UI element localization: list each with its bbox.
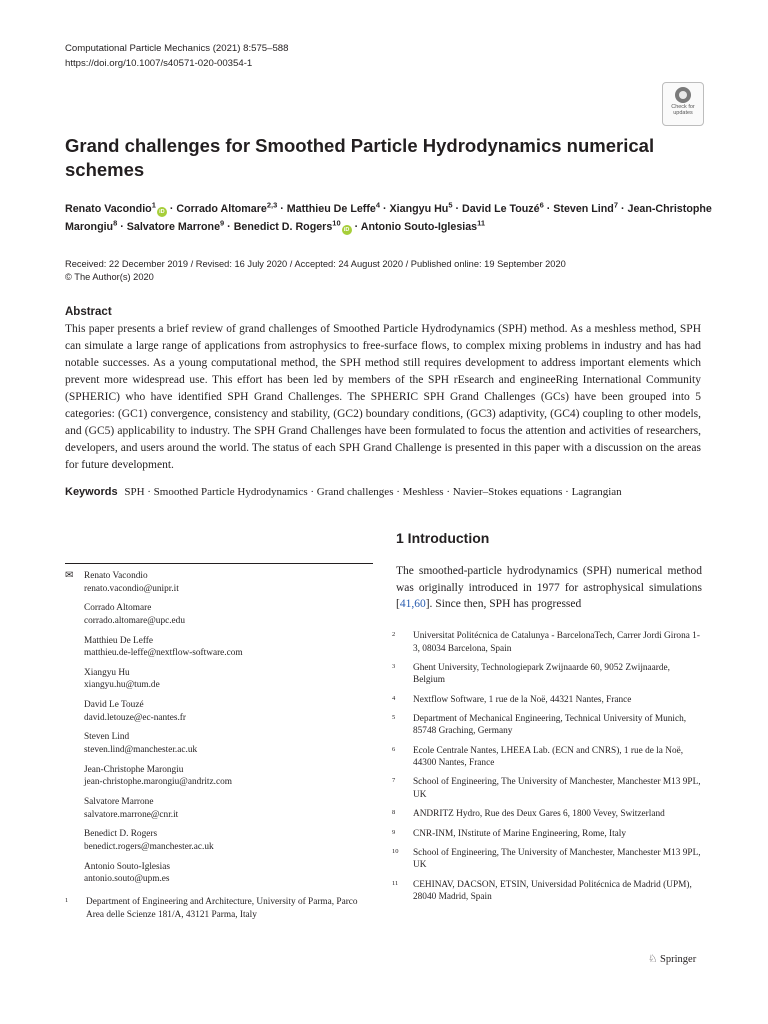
author-separator: · [380,203,390,215]
author[interactable] [462,200,544,215]
contact-name: Antonio Souto-Iglesias [84,861,170,872]
affiliation-text: Department of Mechanical Engineering, Technical University of Munich, 85748 Graching, Germany [413,713,687,737]
affiliation-number: 11 [392,879,399,887]
contact-entry [65,570,375,595]
affiliation-number: 3 [392,662,396,670]
author-affiliation-number: 9 [220,217,225,227]
contact-email[interactable]: jean-christophe.marongiu@andritz.com [84,777,232,788]
badge-line2: updates [673,110,693,116]
affiliation-number: 4 [392,694,396,702]
orcid-icon[interactable]: iD [157,207,167,217]
orcid-icon[interactable]: iD [342,225,352,235]
affiliation-number: 8 [392,809,396,817]
contact-email[interactable]: steven.lind@manchester.ac.uk [84,744,198,755]
affiliation-number: 7 [392,777,396,785]
affiliation [65,896,375,921]
affiliation-text: Ghent University, Technologiepark Zwijnaarde 60, 9052 Zwijnaarde, Belgium [413,662,671,686]
contact-entry [65,635,375,660]
publisher-name: Springer [660,954,697,965]
author[interactable] [126,217,225,233]
affiliation-number: 9 [392,828,396,836]
affiliation-text: CNR-INM, INstitute of Marine Engineering, Rome, Italy [413,828,627,839]
contact-name: Renato Vacondio [84,571,148,581]
author-affiliation-number: 2,3 [266,200,278,210]
affiliation-number: 10 [392,847,399,855]
author-affiliation-number: 7 [613,200,619,210]
author[interactable] [176,200,278,215]
contact-email[interactable]: david.letouze@ec-nantes.fr [84,712,186,723]
author-affiliation-number: 1 [151,200,156,210]
author-affiliation-number: 8 [113,217,118,227]
author-name: Salvatore Marrone [126,220,221,233]
author[interactable] [286,200,381,215]
author-affiliation-number: 10 [332,217,341,227]
affiliation-number: 6 [392,745,396,753]
affiliation-first [65,896,375,928]
copyright: © The Author(s) 2020 [65,272,154,282]
affiliation [392,847,704,872]
affiliation-text: ANDRITZ Hydro, Rue des Deux Gares 6, 1800 Vevey, Switzerland [413,809,665,820]
affiliation-number: 1 [65,897,69,904]
contact-email[interactable]: salvatore.marrone@cnr.it [84,809,179,820]
affiliation-number: 2 [392,631,396,638]
envelope-icon: ✉ [65,570,74,581]
intro-text-before: The smoothed-particle hydrodynamics (SPH) numerical method was originally introduced in 1977 for astrophysical simulations [ [396,565,702,610]
contact-name: Matthieu De Leffe [84,635,154,646]
contact-name: Steven Lind [84,732,130,743]
journal-header [65,41,288,71]
contact-entry [65,699,375,724]
author-name: David Le Touzé [462,203,540,215]
affiliation [392,630,704,655]
introduction-text [396,563,702,613]
abstract-text: This paper presents a brief review of grand challenges of Smoothed Particle Hydrodynamics (SPH) method. As a meshless method, SPH can simulate a large range of applications from astrophysics to free-surface flows, to complex mixing problems in industry and has had notable successes. As a young computational method, the SPH method still requires development to address important elements which prevent more widespread use. This effort has been led by members of the SPH rEsearch and engineeRing International Community (SPHERIC) who have identified SPH Grand Challenges. The SPHERIC SPH Grand Challenges (GCs) have been grouped into 5 categories: (GC1) convergence, consistency and stability, (GC2) boundary conditions, (GC3) adaptivity, (GC4) coupling to other models, and (GC5) applicability to industry. The SPH Grand Challenges have been formulated to focus the attention and activities of researchers, developers, and users around the world. The status of each SPH Grand Challenge is presented in this paper with a discussion on the areas for future development. [65,323,701,471]
contact-name: Xiangyu Hu [84,667,130,678]
affiliation [392,808,704,821]
author-affiliation-number: 5 [448,200,453,210]
journal-citation: Computational Particle Mechanics (2021) 8:575–588 [65,43,289,54]
keywords-label: Keywords [65,486,118,498]
contact-name: Corrado Altomare [84,603,152,614]
contact-entry [65,731,375,756]
check-for-updates-badge[interactable] [662,82,704,126]
contact-entry [65,861,375,886]
author[interactable] [65,200,167,215]
affiliation [392,694,704,707]
date-history: Received: 22 December 2019 / Revised: 16 July 2020 / Accepted: 24 August 2020 / Published online: 19 September 2020 [65,259,566,269]
intro-text-after: ]. Since then, SPH has progressed [425,598,582,610]
abstract-heading: Abstract [65,306,112,318]
contact-email[interactable]: xiangyu.hu@tum.de [84,680,160,691]
author-name: Renato Vacondio [65,203,152,215]
affiliation [392,745,704,770]
affiliation-text: Nextflow Software, 1 rue de la Noë, 44321 Nantes, France [413,694,632,705]
affiliation [392,879,704,904]
author-name: Antonio Souto-Iglesias [360,220,478,233]
doi-link[interactable]: https://doi.org/10.1007/s40571-020-00354-1 [65,58,253,69]
affiliation-text: Universitat Politécnica de Catalunya - BarcelonaTech, Carrer Jordi Girona 1-3, 08034 Barcelona, Spain [413,631,700,654]
affiliation [392,776,704,801]
contact-email[interactable]: matthieu.de-leffe@nextflow-software.com [84,648,243,659]
citation-link[interactable]: 60 [414,598,426,610]
author-affiliation-number: 6 [539,200,544,210]
contact-entry [65,796,375,821]
affiliation-number: 5 [392,713,396,721]
affiliation [392,828,704,841]
author-name: Jean-Christophe Marongiu [65,203,712,233]
citation-comma: , [411,598,415,610]
affiliation-list [392,630,704,910]
author-separator: · [166,203,177,215]
affiliation-text: School of Engineering, The University of Manchester, Manchester M13 9PL, UK [413,847,701,871]
keywords-text: SPH · Smoothed Particle Hydrodynamics · Grand challenges · Meshless · Navier–Stokes equations · Lagrangian [124,486,622,498]
author-separator: · [543,203,554,215]
author-separator: · [351,220,361,233]
author-separator: · [117,220,127,233]
contact-entry [65,828,375,853]
author-name: Steven Lind [553,203,614,215]
publication-dates [65,258,566,284]
affiliation-text: CEHINAV, DACSON, ETSIN, Universidad Politécnica de Madrid (UPM), 28040 Madrid, Spain [413,879,692,903]
keywords [65,486,715,498]
affiliation [392,662,704,687]
contact-email[interactable]: benedict.rogers@manchester.ac.uk [84,841,214,852]
badge-line1: Check for [671,104,695,110]
section-heading-introduction: 1 Introduction [396,530,490,546]
author-affiliation-number: 4 [375,200,381,210]
author-name: Corrado Altomare [176,203,267,215]
author-affiliation-number: 11 [477,217,486,227]
citation-link[interactable]: 41 [399,598,412,610]
author[interactable] [553,200,619,215]
contact-name: Benedict D. Rogers [84,829,158,840]
affiliation-text: Department of Engineering and Architecture, University of Parma, Parco Area delle Scienze 181/A, 43121 Parma, Italy [86,897,358,920]
update-icon [675,87,691,103]
author-separator: · [277,203,287,215]
contact-email[interactable]: renato.vacondio@unipr.it [84,583,179,594]
author-list [65,201,725,236]
author-name: Benedict D. Rogers [233,220,333,233]
footnote-divider [65,563,373,564]
author-name: Matthieu De Leffe [286,203,376,215]
author-contacts [65,570,375,893]
contact-entry [65,602,375,627]
contact-name: Jean-Christophe Marongiu [84,764,184,775]
affiliation-text: School of Engineering, The University of Manchester, Manchester M13 9PL, UK [413,777,701,800]
publisher-logo [648,953,696,965]
author-separator: · [618,203,628,215]
author-name: Xiangyu Hu [389,203,449,215]
author-separator: · [224,220,234,233]
contact-name: David Le Touzé [84,700,144,711]
contact-email[interactable]: antonio.souto@upm.es [84,874,170,885]
author[interactable] [233,217,352,233]
paper-title: Grand challenges for Smoothed Particle Hydrodynamics numerical schemes [65,135,655,180]
author[interactable] [360,217,486,233]
springer-horse-icon: ♘ [648,954,658,965]
contact-entry [65,667,375,692]
contact-name: Salvatore Marrone [84,797,154,808]
author-separator: · [452,203,462,215]
affiliation [392,713,704,738]
contact-entry [65,764,375,789]
author[interactable] [389,200,453,215]
contact-email[interactable]: corrado.altomare@upc.edu [84,615,185,626]
affiliation-text: Ecole Centrale Nantes, LHEEA Lab. (ECN and CNRS), 1 rue de la Noë, 44300 Nantes, France [413,745,684,769]
